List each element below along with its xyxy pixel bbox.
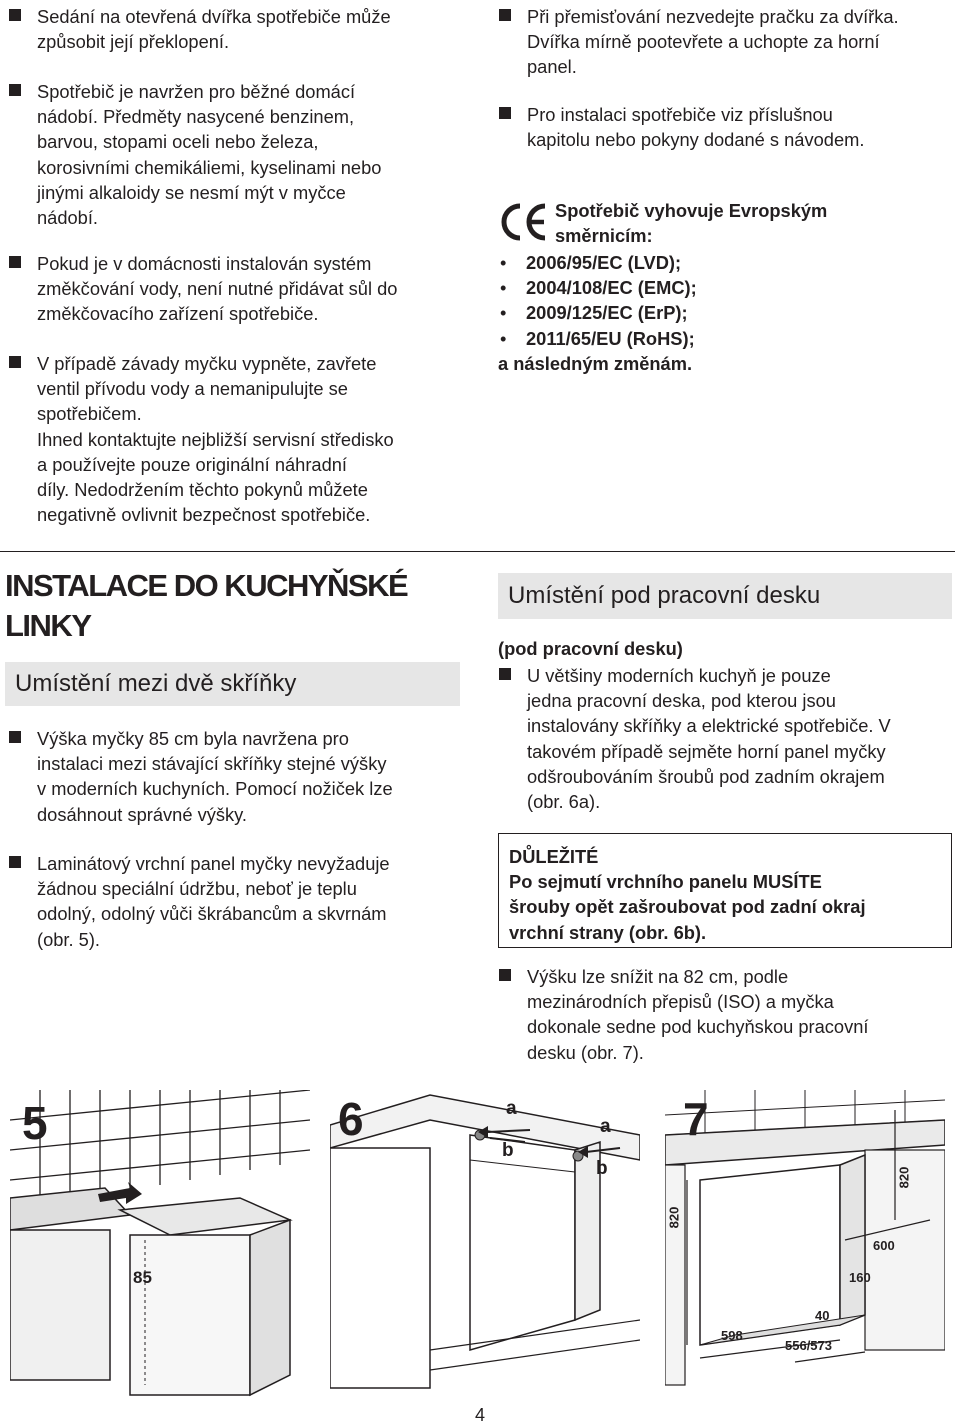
- bullet-item: [9, 351, 459, 527]
- figure-number: 5: [22, 1097, 48, 1149]
- square-bullet-icon: [9, 9, 21, 21]
- bullet-item: [499, 102, 954, 152]
- figure-5: [10, 1090, 310, 1400]
- heading-under-worktop: [498, 573, 952, 619]
- callout-a: a: [506, 1098, 517, 1119]
- figure-6-illustration: [330, 1090, 640, 1390]
- dimension-label: 600: [873, 1238, 895, 1253]
- directive-item: • 2011/65/EU (RoHS);: [498, 326, 697, 351]
- heading-between-cabinets: [5, 662, 460, 706]
- dimension-label: 556/573: [785, 1338, 832, 1353]
- figure-6: [330, 1090, 640, 1390]
- bullet-text: Sedání na otevřená dvířka spotřebiče může způsobit její překlopení.: [37, 6, 391, 53]
- bullet-text: Při přemisťování nezvedejte pračku za dvířka. Dvířka mírně pootevřete a uchopte za horní panel.: [527, 6, 899, 78]
- square-bullet-icon: [9, 256, 21, 268]
- square-bullet-icon: [9, 84, 21, 96]
- dimension-label: 160: [849, 1270, 871, 1285]
- bullet-item: [9, 251, 459, 327]
- bullet-text: Výšku lze snížit na 82 cm, podle mezinárodních přepisů (ISO) a myčka dokonale sedne pod kuchyňskou pracovní desku (obr. 7).: [527, 966, 869, 1063]
- subheading: (pod pracovní desku): [498, 638, 683, 659]
- dimension-label: 598: [721, 1328, 743, 1343]
- important-notice: [498, 833, 952, 948]
- bullet-item: [9, 726, 459, 827]
- bullet-text: V případě závady myčku vypněte, zavřete ventil přívodu vody a nemanipulujte se spotřebičem. Ihned kontaktujte nejbližší servisní středisko a používejte pouze originální náhradní díly. Nedodržením těchto pokynů můžete negativně ovlivnit bezpečnost spotřebiče.: [37, 353, 394, 526]
- square-bullet-icon: [499, 9, 511, 21]
- callout-a: a: [600, 1116, 611, 1137]
- section-title: INSTALACE DO KUCHYŇSKÉ LINKY: [5, 568, 408, 643]
- bullet-text: Laminátový vrchní panel myčky nevyžaduje žádnou speciální údržbu, neboť je teplu odolný, odolný vůči škrábancům a skvrnám (obr. 5).: [37, 853, 390, 950]
- square-bullet-icon: [9, 856, 21, 868]
- square-bullet-icon: [9, 731, 21, 743]
- bullet-text: Pro instalaci spotřebiče viz příslušnou kapitolu nebo pokyny dodané s návodem.: [527, 104, 865, 151]
- directive-item: • 2009/125/EC (ErP);: [498, 300, 697, 325]
- dimension-label: 85: [133, 1268, 152, 1287]
- ce-title: Spotřebič vyhovuje Evropským směrnicím:: [555, 200, 828, 247]
- callout-b: b: [502, 1140, 514, 1161]
- bullet-item: [499, 4, 954, 80]
- bullet-item: [499, 964, 954, 1065]
- directive-list: [498, 250, 697, 376]
- figure-7: [665, 1090, 945, 1390]
- square-bullet-icon: [499, 107, 511, 119]
- ce-mark-icon: [498, 202, 550, 242]
- dimension-label: 820: [666, 1206, 682, 1229]
- ce-footer: a následným změnám.: [498, 352, 693, 374]
- figure-5-illustration: [10, 1090, 310, 1400]
- square-bullet-icon: [9, 356, 21, 368]
- square-bullet-icon: [499, 668, 511, 680]
- important-title: DŮLEŽITÉ: [509, 846, 599, 867]
- section-divider: [0, 551, 955, 552]
- bullet-text: Spotřebič je navržen pro běžné domácí nádobí. Předměty nasycené benzinem, barvou, stopami oceli nebo železa, korosivními chemikáliemi, kyselinami nebo jinými alkaloidy se nesmí mýt v myčce nádobí.: [37, 81, 382, 229]
- bullet-text: Výška myčky 85 cm byla navržena pro instalaci mezi stávající skříňky stejné výšky v moderních kuchyních. Pomocí nožiček lze dosáhnout správné výšky.: [37, 728, 393, 825]
- bullet-item: [9, 851, 459, 952]
- heading-text: Umístění mezi dvě skříňky: [15, 670, 297, 697]
- page-number: 4: [474, 1405, 485, 1425]
- bullet-item: [9, 4, 459, 54]
- directive-item: • 2004/108/EC (EMC);: [498, 275, 697, 300]
- square-bullet-icon: [499, 969, 511, 981]
- heading-text: Umístění pod pracovní desku: [508, 582, 821, 609]
- dimension-label: 40: [815, 1308, 830, 1323]
- directive-item: • 2006/95/EC (LVD);: [498, 250, 697, 275]
- dimension-label: 820: [896, 1166, 912, 1189]
- figure-number: 7: [683, 1093, 709, 1145]
- figure-number: 6: [338, 1093, 364, 1145]
- bullet-text: Pokud je v domácnosti instalován systém změkčování vody, není nutné přidávat sůl do změkčovacího zařízení spotřebiče.: [37, 253, 398, 325]
- bullet-text: U většiny moderních kuchyň je pouze jedna pracovní deska, pod kterou jsou instalovány skříňky a elektrické spotřebiče. V takovém případě sejměte horní panel myčky odšroubováním šroubů pod zadním okrajem (obr. 6a).: [527, 665, 891, 813]
- bullet-item: [9, 79, 459, 230]
- important-text: Po sejmutí vrchního panelu MUSÍTE šrouby opět zašroubovat pod zadní okraj vrchní strany (obr. 6b).: [509, 871, 866, 943]
- bullet-item: [499, 663, 954, 814]
- callout-b: b: [596, 1158, 608, 1179]
